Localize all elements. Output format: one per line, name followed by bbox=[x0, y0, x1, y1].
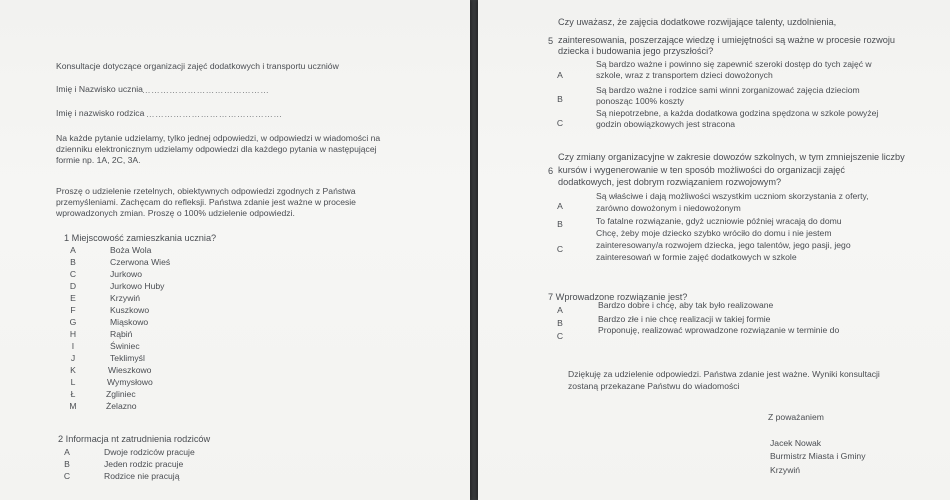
left-page: Konsultacje dotyczące organizacji zajęć dodatkowych i transportu uczniów Imię i Nazwisko ucznia …………………………………… Imię i nazwisko rodzica ……………………………………… Na każde pytanie udzielamy, tylko jednej odpowiedzi, w odpowiedzi w wiadomości na dzienniku elektronicznym udzielamy odpowiedzi dla każdego pytania w następującej formie np. 1A, 2C, 3A. Proszę o udzielenie rzetelnych, obiektywnych odpowiedzi zgodnych z Państwa przemyśleniami. Zachęcam do refleksji. Państwa zdanie jest ważne w procesie wprowadzonych zmian. Proszę o 100% udzielenie odpowiedzi. 1 Miejscowość zamieszkania ucznia? A Boża Wola B Czerwona Wieś C Jurkowo D Jurkowo Huby E Krzywiń F Kuszkowo G Miąskowo H Rąbiń I Świniec J Teklimyśl K Wieszkowo L Wymysłowo Ł Zgliniec M Żelazno 2 Informacja nt zatrudnienia rodziców A Dwoje rodziców pracuje B Jeden rodzic pracuje C Rodzice nie pracują bbox=[0, 0, 470, 500]
question-title: 1 Miejscowość zamieszkania ucznia? bbox=[64, 233, 217, 243]
right-page: Czy uważasz, że zajęcia dodatkowe rozwijające talenty, uzdolnienia, 5 zainteresowania, poszerzające wiedzę i umiejętności są ważne w procesie rozwoju dziecka i budowania jego przyszłości? A Są bardzo ważne i powinno się zapewnić szeroki dostęp do tych zajęć w szkole, wraz z transportem dzieci dowożonych B Są bardzo ważne i rodzice sami winni zorganizować zajęcia dzieciom ponosząc 100% koszty C Są niepotrzebne, a każda dodatkowa godzina spędzona w szkole powyżej godzin obowiązkowych jest stracona Czy zmiany organizacyjne w zakresie dowozów szkolnych, w tym zmniejszenie liczby 6 kursów i wygenerowanie w ten sposób możliwości do organizacji zajęć dodatkowych, jest dobrym rozwiązaniem rozwojowym? A Są właściwe i dają możliwości wszystkim uczniom skorzystania z oferty, zarówno dowożonym i niedowożonym B To fatalne rozwiązanie, gdyż uczniowie później wracają do domu C Chcę, żeby moje dziecko szybko wróciło do domu i nie jestem zainteresowany/a rozwojem dziecka, jego talentów, jego pasji, jego zainteresowań w formie zajęć dodatkowych w szkole 7 Wprowadzone rozwiązanie jest? A Bardzo dobre i chcę, aby tak było realizowane B Bardzo złe i nie chcę realizacji w takiej formie C Proponuję, realizować wprowadzone rozwiązanie w terminie do Dziękuję za udzielenie odpowiedzi. Państwa zdanie jest ważne. Wyniki konsultacji zostaną przekazane Państwu do wiadomości Z poważaniem Jacek Nowak Burmistrz Miasta i Gminy Krzywiń bbox=[478, 0, 950, 500]
closing: Z poważaniem bbox=[768, 412, 824, 422]
student-name-field[interactable]: …………………………………… bbox=[142, 85, 270, 95]
question-title: 2 Informacja nt zatrudnienia rodziców bbox=[58, 434, 211, 444]
parent-name-label: Imię i nazwisko rodzica bbox=[56, 108, 145, 118]
form-title: Konsultacje dotyczące organizacji zajęć dodatkowych i transportu uczniów bbox=[56, 61, 339, 71]
student-name-label: Imię i Nazwisko ucznia bbox=[56, 84, 143, 94]
question-number: 6 bbox=[548, 166, 554, 176]
parent-name-field[interactable]: ……………………………………… bbox=[146, 109, 283, 119]
question-number: 5 bbox=[548, 36, 554, 46]
question-title: 7 Wprowadzone rozwiązanie jest? bbox=[548, 292, 688, 302]
